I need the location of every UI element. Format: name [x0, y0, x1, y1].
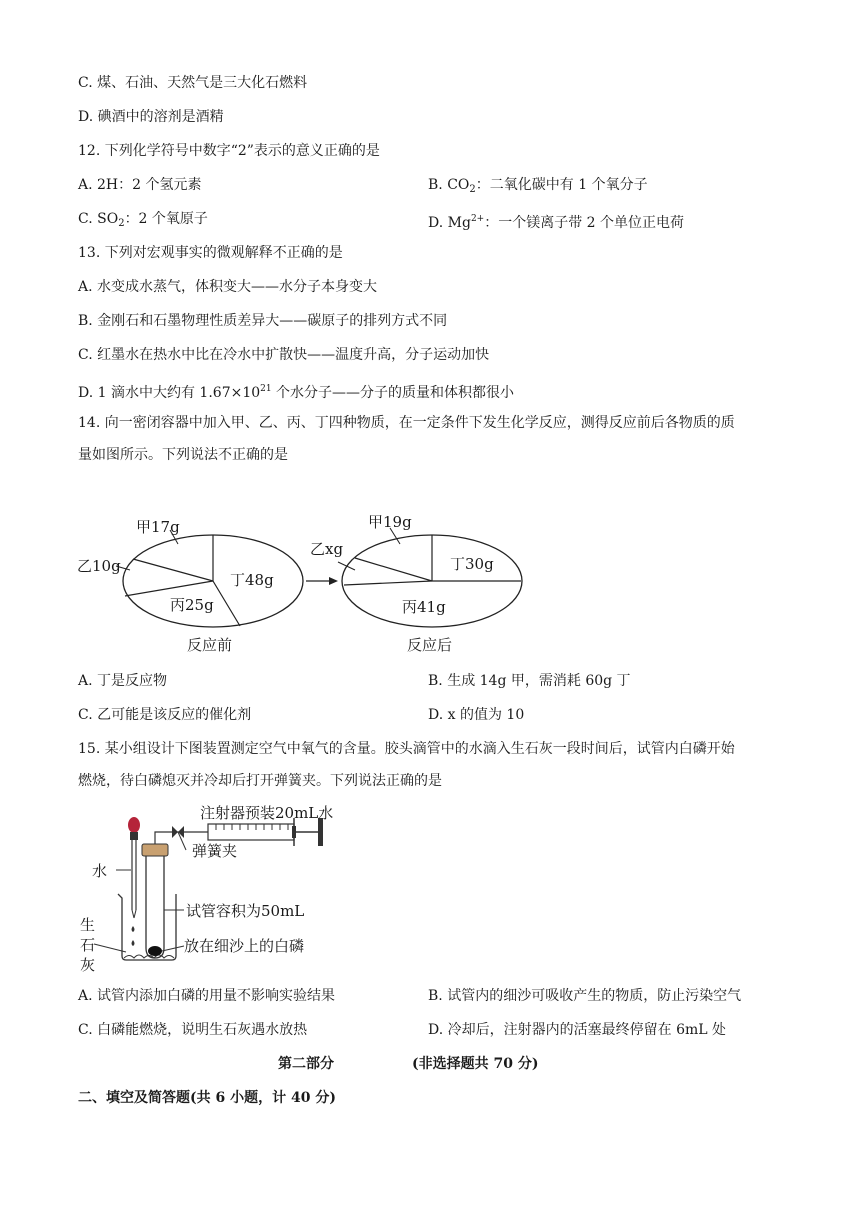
q12-option-b: B. $CO_2$：二氧化碳中有 1 个氧分子: [428, 177, 648, 195]
after-label-ding: 丁30g: [450, 555, 494, 573]
after-label-jia: 甲19g: [368, 513, 412, 531]
before-caption: 反应前: [187, 636, 233, 654]
before-label-ding: 丁48g: [230, 571, 274, 589]
after-label-bing: 丙41g: [402, 598, 446, 616]
q15-stem-line2: 燃烧，待白磷熄灭并冷却后打开弹簧夹。下列说法正确的是: [78, 773, 442, 789]
q13-option-c: C. 红墨水在热水中比在冷水中扩散快——温度升高，分子运动加快: [78, 347, 490, 363]
after-caption: 反应后: [407, 636, 453, 654]
before-label-jia: 甲17g: [136, 518, 180, 536]
q15-option-c: C. 白磷能燃烧，说明生石灰遇水放热: [78, 1022, 308, 1038]
q14-stem-line2: 量如图所示。下列说法不正确的是: [78, 447, 288, 463]
q12-option-d: D. $Mg^{2+}$：一个镁离子带 2 个单位正电荷: [428, 214, 685, 231]
q13-option-a: A. 水变成水蒸气，体积变大——水分子本身变大: [78, 279, 378, 295]
q12-stem: 12. 下列化学符号中数字“2”表示的意义正确的是: [78, 143, 380, 159]
stopper: [142, 844, 168, 856]
q13-stem: 13. 下列对宏观事实的微观解释不正确的是: [78, 245, 343, 261]
dropper-bulb: [128, 817, 140, 833]
label-clamp: 弹簧夹: [192, 842, 238, 860]
q15-apparatus-diagram: [74, 800, 374, 980]
label-lime-3: 灰: [80, 956, 96, 974]
q14-pie-diagram: [70, 500, 540, 662]
q11-option-c: C. 煤、石油、天然气是三大化石燃料: [78, 75, 308, 91]
q15-option-b: B. 试管内的细沙可吸收产生的物质，防止污染空气: [428, 988, 742, 1004]
test-tube: [146, 854, 164, 958]
syringe-plunger: [318, 818, 323, 846]
label-syringe: 注射器预装20mL水: [200, 804, 334, 822]
label-water: 水: [92, 862, 108, 880]
part2-title: 第二部分: [278, 1056, 334, 1072]
arrow-icon: [329, 577, 338, 585]
q13-option-b: B. 金刚石和石墨物理性质差异大——碳原子的排列方式不同: [78, 313, 448, 329]
q14-option-d: D. x 的值为 10: [428, 707, 525, 723]
before-label-yi: 乙10g: [77, 557, 121, 575]
before-label-bing: 丙25g: [170, 596, 214, 614]
q15-stem-line1: 15. 某小组设计下图装置测定空气中氧气的含量。胶头滴管中的水滴入生石灰一段时间后，试管内白磷开始: [78, 741, 735, 757]
label-tube: 试管容积为50mL: [186, 902, 305, 920]
q11-option-d: D. 碘酒中的溶剂是酒精: [78, 109, 224, 125]
q14-stem-line1: 14. 向一密闭容器中加入甲、乙、丙、丁四种物质，在一定条件下发生化学反应，测得反应前后各物质的质: [78, 415, 735, 431]
q12-option-a: A. 2H：2 个氢元素: [78, 177, 202, 193]
q14-option-b: B. 生成 14g 甲，需消耗 60g 丁: [428, 673, 631, 689]
syringe-barrel: [208, 824, 294, 840]
after-label-yi: 乙xg: [310, 540, 344, 558]
label-lime-2: 石: [80, 936, 96, 954]
label-phosphorus: 放在细沙上的白磷: [184, 937, 305, 955]
q12-option-c: C. $SO_2$：2 个氧原子: [78, 211, 208, 229]
q14-option-a: A. 丁是反应物: [78, 673, 168, 689]
part2-subtitle: (非选择题共 70 分): [412, 1056, 539, 1072]
q15-option-a: A. 试管内添加白磷的用量不影响实验结果: [78, 988, 336, 1004]
q15-option-d: D. 冷却后，注射器内的活塞最终停留在 6mL 处: [428, 1022, 727, 1038]
section2-heading: 二、填空及简答题(共 6 小题，计 40 分): [78, 1090, 336, 1106]
q14-option-c: C. 乙可能是该反应的催化剂: [78, 707, 252, 723]
white-phosphorus: [148, 946, 162, 956]
label-lime-1: 生: [80, 916, 96, 934]
q13-option-d: D. 1 滴水中大约有 $1.67\times 10^{21}$ 个水分子——分子的质量和体积都很小: [78, 384, 515, 401]
